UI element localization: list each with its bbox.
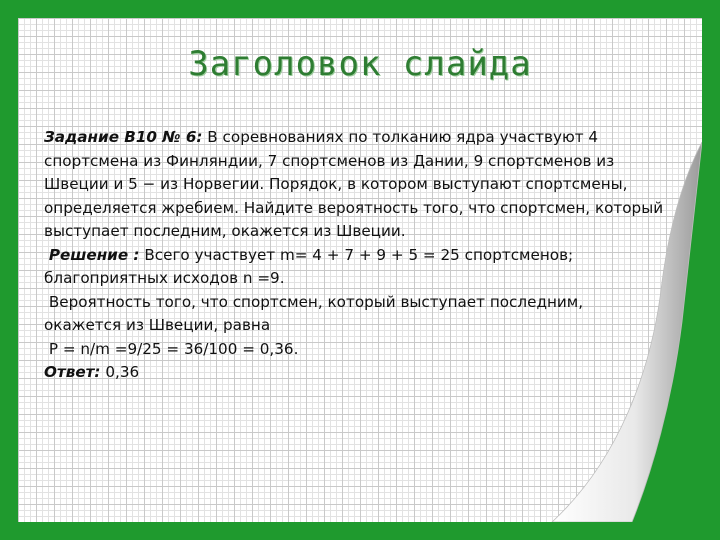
task-paragraph — [44, 126, 664, 244]
probability-paragraph — [44, 291, 664, 338]
task-text: В соревнованиях по толканию ядра участвуют 4 спортсмена из Финляндии, 7 спортсменов из Дании, 9 спортсменов из Швеции и 5 − из Норвегии. Порядок, в котором выступают спортсмены, определяется жребием. Найдите вероятность того, что спортсмен, который выступает последним, окажется из Швеции. — [44, 128, 664, 240]
formula-paragraph — [44, 338, 664, 362]
answer-label: Ответ: — [44, 363, 101, 381]
answer-value: 0,36 — [100, 363, 140, 381]
slide-title: Заголовок слайда — [188, 44, 532, 84]
answer-paragraph — [44, 361, 664, 385]
solution-paragraph — [44, 244, 664, 291]
task-label: Задание B10 № 6: — [44, 128, 203, 146]
formula-text: P = n/m =9/25 = 36/100 = 0,36. — [48, 339, 299, 358]
solution-label: Решение : — [48, 245, 140, 264]
slide-body — [44, 126, 664, 385]
probability-text: Вероятность того, что спортсмен, который выступает последним, окажется из Швеции, равна — [44, 292, 584, 334]
solution-text: Всего участвует m= 4 + 7 + 9 + 5 = 25 спортсменов; благоприятных исходов n =9. — [44, 245, 574, 287]
